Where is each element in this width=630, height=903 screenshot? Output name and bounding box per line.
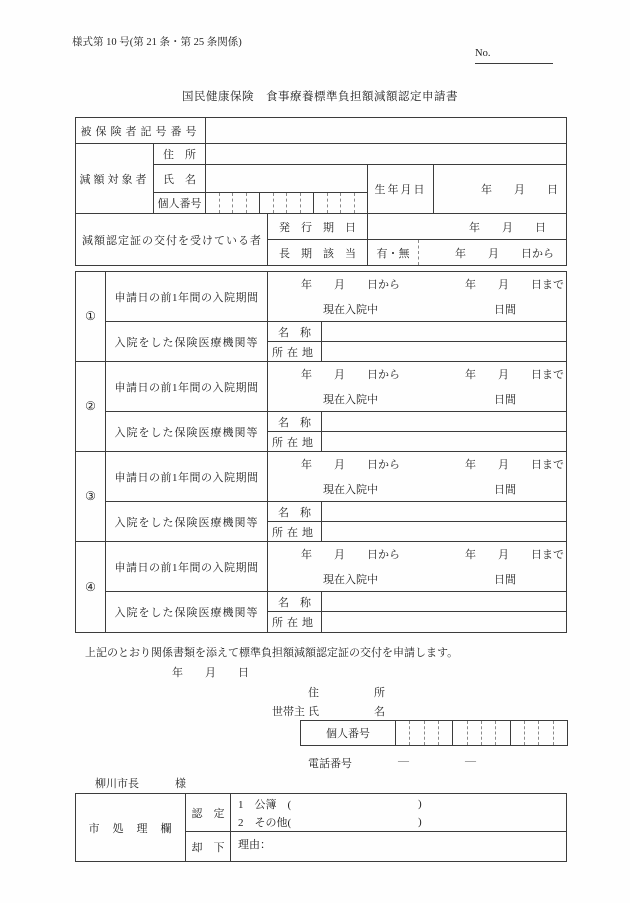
period-label: 申請日の前1年間の入院期間 xyxy=(106,272,268,322)
period-label: 申請日の前1年間の入院期間 xyxy=(106,542,268,592)
personal-number-label: 個人番号 xyxy=(154,193,206,214)
period-from: 年 月 日から xyxy=(301,279,400,292)
digit-box xyxy=(247,193,261,213)
issue-date-value: 年 月 日 xyxy=(368,214,566,240)
period-to: 年 月 日まで xyxy=(465,549,564,562)
digit-box xyxy=(206,193,220,213)
hospital-name-field xyxy=(322,412,566,432)
digit-box xyxy=(554,721,567,745)
hospital-address-label: 所在地 xyxy=(268,432,322,452)
hospital-label: 入院をした保険医療機関等 xyxy=(106,322,268,362)
hospital-name-field xyxy=(322,502,566,522)
currently-hospitalized: 現在入院中 xyxy=(323,573,378,586)
reject-label: 却 下 xyxy=(186,832,231,861)
period-fields xyxy=(268,362,566,412)
name-label: 氏 名 xyxy=(154,165,206,193)
digit-box xyxy=(233,193,247,213)
digit-box xyxy=(287,193,301,213)
long-term-from: 年 月 日から xyxy=(455,247,554,260)
declaration-address-label: 住 所 xyxy=(308,687,385,699)
reduction-target-label: 減額対象者 xyxy=(76,144,154,214)
approve-option-1: 1 公簿 ( xyxy=(238,798,292,811)
digit-box xyxy=(525,721,539,745)
approve-label: 認 定 xyxy=(186,794,231,832)
address-label: 住 所 xyxy=(154,144,206,165)
hospital-address-field xyxy=(322,432,566,452)
period-label: 申請日の前1年間の入院期間 xyxy=(106,362,268,412)
long-term-label: 長 期 該 当 xyxy=(268,240,368,265)
block-number: ② xyxy=(76,362,106,452)
form-number: 様式第 10 号(第 21 条・第 25 条関係) xyxy=(72,37,242,48)
name-field xyxy=(206,165,368,193)
hospital-name-label: 名 称 xyxy=(268,502,322,522)
digit-box xyxy=(396,721,410,745)
days-label: 日間 xyxy=(494,573,516,586)
digit-box xyxy=(314,193,328,213)
hospital-label: 入院をした保険医療機関等 xyxy=(106,502,268,542)
document-number-line: No. xyxy=(475,48,553,64)
digit-box xyxy=(328,193,342,213)
insured-number-field xyxy=(206,118,566,144)
digit-box xyxy=(511,721,525,745)
period-fields xyxy=(268,542,566,592)
hospital-address-field xyxy=(322,612,566,632)
period-to: 年 月 日まで xyxy=(465,369,564,382)
digit-box xyxy=(425,721,439,745)
householder-label: 世帯主 xyxy=(272,706,305,718)
householder-name-label: 氏 名 xyxy=(308,706,385,718)
block-number: ④ xyxy=(76,542,106,632)
hospital-name-label: 名 称 xyxy=(268,592,322,612)
currently-hospitalized: 現在入院中 xyxy=(323,393,378,406)
period-to: 年 月 日まで xyxy=(465,459,564,472)
digit-box xyxy=(539,721,553,745)
digit-box xyxy=(355,193,368,213)
digit-box xyxy=(410,721,424,745)
block-number: ③ xyxy=(76,452,106,542)
phone-dash: ― xyxy=(398,755,409,767)
office-processing-table xyxy=(75,793,567,862)
hospital-label: 入院をした保険医療機関等 xyxy=(106,592,268,632)
hospitalization-table xyxy=(75,271,567,633)
days-label: 日間 xyxy=(494,303,516,316)
period-from: 年 月 日から xyxy=(301,369,400,382)
hospital-address-label: 所在地 xyxy=(268,342,322,362)
digit-box xyxy=(220,193,234,213)
personal-number-label: 個人番号 xyxy=(301,721,396,745)
honorific: 様 xyxy=(175,778,186,790)
period-label: 申請日の前1年間の入院期間 xyxy=(106,452,268,502)
hospital-address-field xyxy=(322,522,566,542)
hospital-name-field xyxy=(322,592,566,612)
hospital-address-field xyxy=(322,342,566,362)
period-from: 年 月 日から xyxy=(301,459,400,472)
digit-box xyxy=(482,721,496,745)
address-field xyxy=(206,144,566,165)
office-column-label: 市 処 理 欄 xyxy=(76,794,186,861)
digit-box xyxy=(439,721,453,745)
hospital-name-label: 名 称 xyxy=(268,412,322,432)
block-number: ① xyxy=(76,272,106,362)
reject-reason: 理由： xyxy=(238,839,271,851)
digit-box xyxy=(496,721,510,745)
cert-received-label: 減額認定証の交付を受けている者 xyxy=(76,214,268,265)
page-title: 国民健康保険 食事療養標準負担額減額認定申請書 xyxy=(182,91,458,103)
insured-number-label: 被保険者記号番号 xyxy=(76,118,206,144)
days-label: 日間 xyxy=(494,393,516,406)
digit-box xyxy=(468,721,482,745)
period-fields xyxy=(268,452,566,502)
birthdate-label: 生年月日 xyxy=(368,165,434,214)
period-to: 年 月 日まで xyxy=(465,279,564,292)
hospital-name-field xyxy=(322,322,566,342)
currently-hospitalized: 現在入院中 xyxy=(323,483,378,496)
days-label: 日間 xyxy=(494,483,516,496)
hospital-address-label: 所在地 xyxy=(268,522,322,542)
issue-date-label: 発 行 期 日 xyxy=(268,214,368,240)
householder-personal-number-box xyxy=(300,720,568,746)
digit-box xyxy=(453,721,467,745)
phone-dash: ― xyxy=(465,755,476,767)
phone-label: 電話番号 xyxy=(308,758,352,770)
digit-box xyxy=(274,193,288,213)
hospital-name-label: 名 称 xyxy=(268,322,322,342)
declaration-date: 年 月 日 xyxy=(172,667,249,679)
declaration-text: 上記のとおり関係書類を添えて標準負担額減額認定証の交付を申請します。 xyxy=(85,647,459,659)
hospital-address-label: 所在地 xyxy=(268,612,322,632)
personal-number-boxes xyxy=(206,193,368,214)
digit-box xyxy=(260,193,274,213)
long-term-choice: 有・無 xyxy=(368,240,419,265)
close-paren: ) xyxy=(418,815,422,828)
period-from: 年 月 日から xyxy=(301,549,400,562)
currently-hospitalized: 現在入院中 xyxy=(323,303,378,316)
period-fields xyxy=(268,272,566,322)
mayor-name: 柳川市長 xyxy=(95,778,139,790)
close-paren: ) xyxy=(418,797,422,810)
hospital-label: 入院をした保険医療機関等 xyxy=(106,412,268,452)
birthdate-value: 年 月 日 xyxy=(434,165,566,214)
applicant-table xyxy=(75,117,567,266)
digit-box xyxy=(341,193,355,213)
approve-options xyxy=(231,794,566,832)
digit-box xyxy=(301,193,315,213)
approve-option-2: 2 その他( xyxy=(238,816,292,829)
